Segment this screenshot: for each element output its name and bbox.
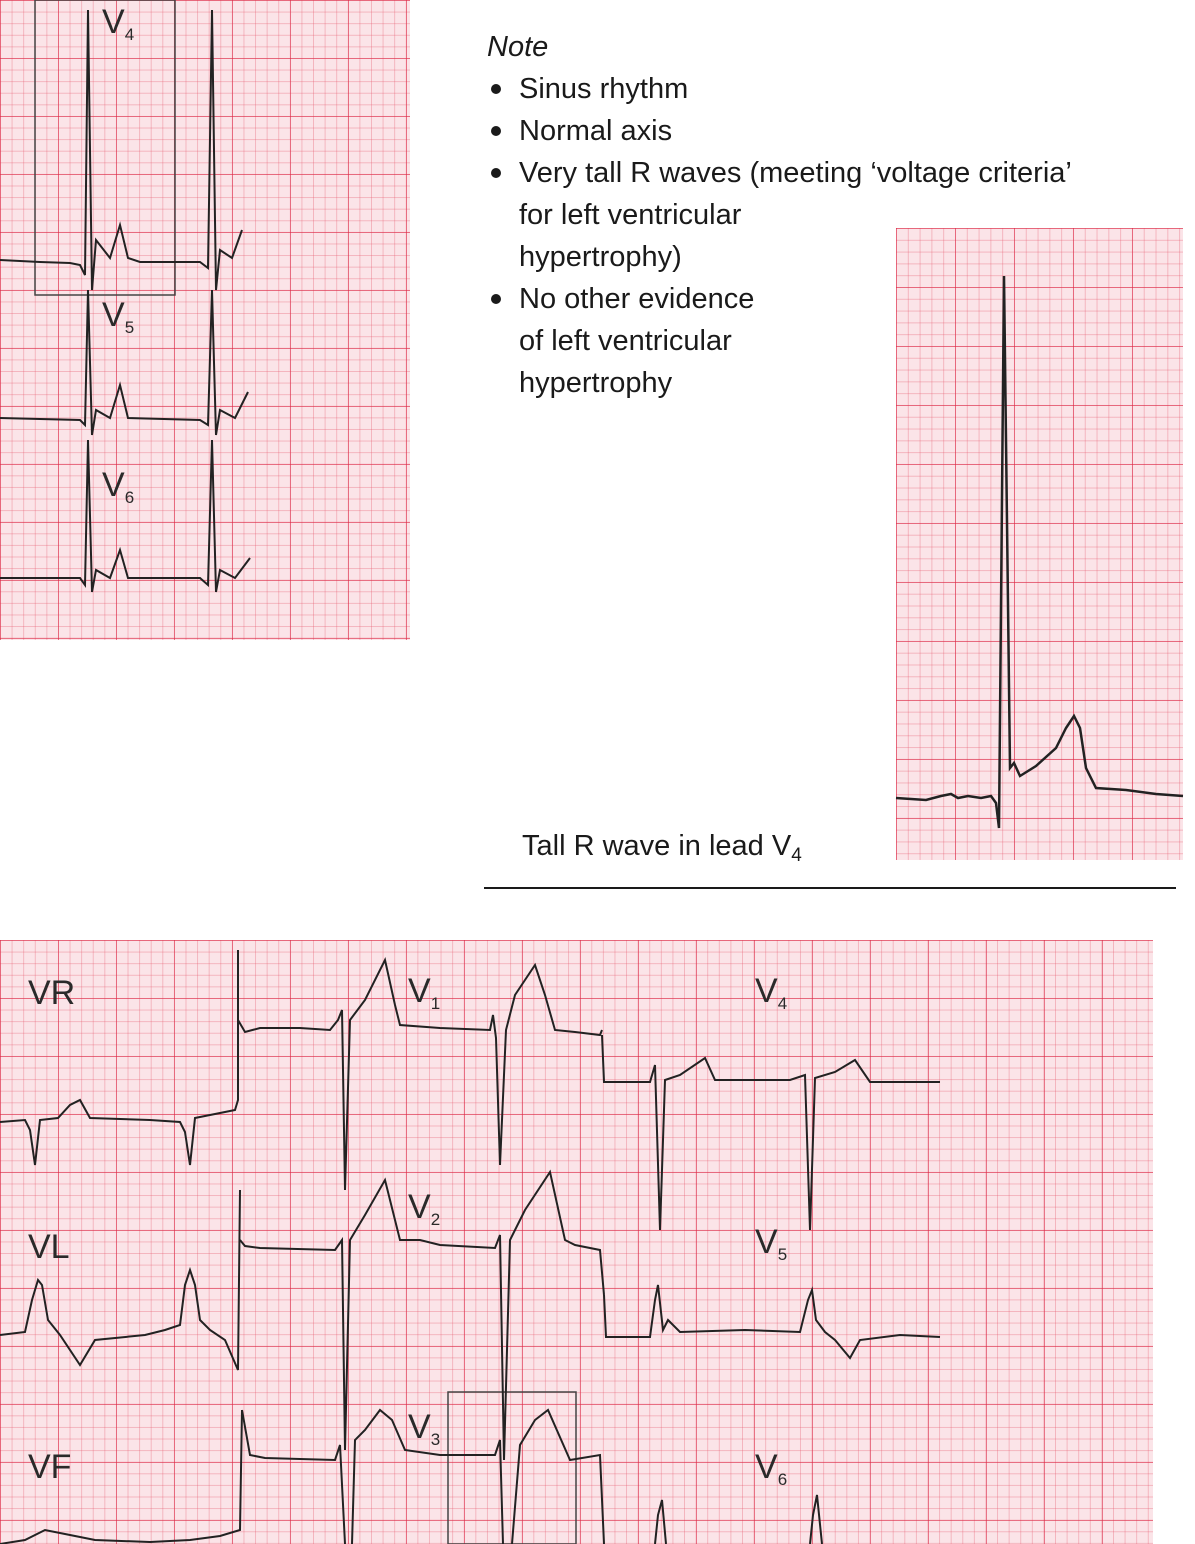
lead-label-v4: $V_4$ bbox=[102, 3, 135, 44]
ecg-traces-bottom bbox=[0, 940, 1153, 1544]
trace-v5-bottom bbox=[604, 1285, 940, 1358]
trace-v6-bottom bbox=[655, 1495, 822, 1544]
trace-v6 bbox=[0, 440, 250, 592]
highlight-box bbox=[448, 1392, 576, 1544]
note-line: of left ventricular bbox=[519, 325, 732, 357]
lead-label-v6-bottom: $V_6$ bbox=[755, 1448, 788, 1489]
zoom-caption: Tall R wave in lead $V_4$ bbox=[522, 830, 802, 866]
lead-label-vl: VL bbox=[28, 1228, 70, 1266]
ecg-strip-bottom bbox=[0, 940, 1153, 1544]
ecg-strip-top bbox=[0, 0, 410, 640]
lead-label-v3: $V_3$ bbox=[408, 1408, 441, 1449]
ecg-zoom-v4 bbox=[896, 228, 1183, 860]
lead-label-v1: $V_1$ bbox=[408, 972, 441, 1013]
note-line: Very tall R waves (meeting ‘voltage criteria’ bbox=[519, 157, 1072, 189]
lead-label-v5: $V_5$ bbox=[102, 296, 135, 337]
lead-label-v4-bottom: $V_4$ bbox=[755, 972, 788, 1013]
note-item: Sinus rhythm bbox=[487, 68, 1187, 110]
section-divider bbox=[484, 887, 1176, 889]
trace-zoom-v4 bbox=[896, 276, 1183, 828]
lead-label-v5-bottom: $V_5$ bbox=[755, 1223, 788, 1264]
note-line: hypertrophy bbox=[519, 367, 673, 399]
note-line: hypertrophy) bbox=[519, 241, 682, 273]
note-line: for left ventricular bbox=[519, 199, 742, 231]
lead-label-vr: VR bbox=[28, 974, 76, 1012]
note-item: Normal axis bbox=[487, 110, 1187, 152]
trace-v4 bbox=[0, 10, 242, 290]
lead-label-vf: VF bbox=[28, 1448, 72, 1486]
note-line: No other evidence bbox=[519, 283, 755, 315]
lead-label-v2: $V_2$ bbox=[408, 1188, 441, 1229]
ecg-trace-zoom bbox=[896, 228, 1183, 860]
ecg-traces-top bbox=[0, 0, 410, 640]
lead-label-v6: $V_6$ bbox=[102, 466, 135, 507]
notes-title: Note bbox=[487, 31, 549, 63]
trace-avl bbox=[0, 1190, 240, 1370]
trace-v4-bottom bbox=[602, 1035, 940, 1230]
